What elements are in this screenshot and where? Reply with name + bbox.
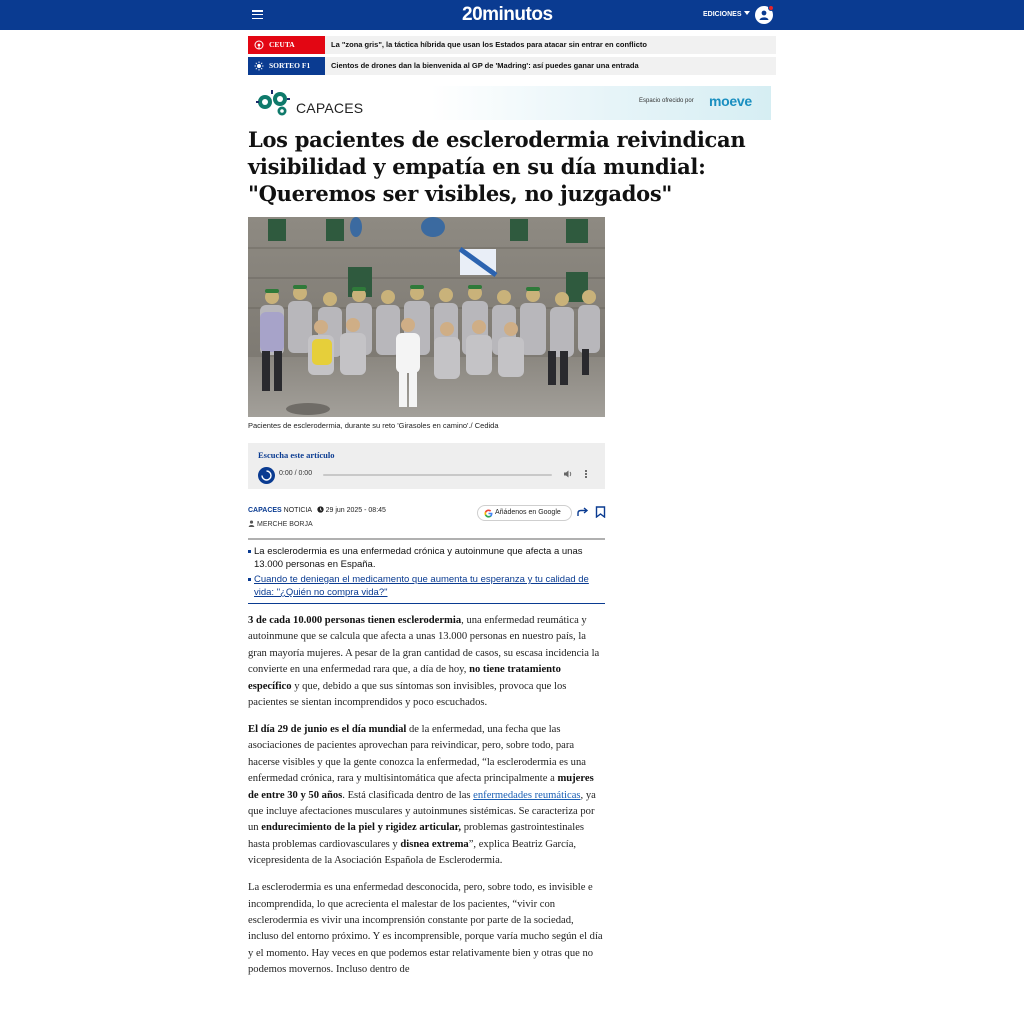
loading-icon [258, 467, 275, 484]
body-text: . Está clasificada dentro de las [342, 789, 474, 801]
add-google-label: Añádenos en Google [495, 509, 561, 516]
partner-logo[interactable]: moeve [709, 93, 752, 109]
rheumatic-diseases-link[interactable]: enfermedades reumáticas [473, 789, 581, 801]
photo-caption: Pacientes de esclerodermia, durante su reto 'Girasoles en camino'./ Cedida [248, 421, 499, 430]
body-text: de la enfermedad, una fecha que las asociaciones de pacientes aprovechan para reivindicar, pero, sobre todo, para hacerse visibles y que la gente conozca la enfermedad, “la esclerodermia es una enfermedad crónica, rara y multisintomática que afecta principalmente a [248, 723, 586, 785]
audio-time: 0:00 / 0:00 [279, 470, 313, 477]
breaking-tag [248, 57, 325, 75]
breaking-tag-label: CEUTA [269, 40, 295, 49]
group-photo-illustration [248, 217, 605, 417]
article-summary [248, 538, 605, 604]
top-header [0, 0, 1024, 30]
bookmark-icon[interactable] [595, 506, 606, 518]
body-text: ”, explica Beatriz García, vicepresidenta de la Asociación Española de Esclerodermia. [248, 838, 577, 867]
sponsor-banner[interactable] [248, 86, 771, 120]
body-bold: El día 29 de junio es el día mundial [248, 723, 407, 735]
capaces-logo: CAPACES [296, 100, 364, 116]
notification-dot [768, 5, 774, 11]
body-paragraph: La esclerodermia es una enfermedad desconocida, pero, sobre todo, es invisible e incomprendida, lo que acrecienta el malestar de los pacientes, “vivir con esclerodermia es vivir una incomprensión constante por parte de la sociedad, incluso del entorno próximo. Y es incomprensible, porque varía mucho según el día y el momento. Hay veces en que podemos estar relativamente bien y otras que no podemos movernos. Incluso dentro de [248, 882, 603, 976]
body-paragraph [248, 722, 605, 870]
breaking-tag [248, 36, 325, 54]
add-google-button[interactable] [477, 505, 572, 521]
publish-date: 29 jun 2025 - 08:45 [325, 507, 386, 514]
body-bold: 3 de cada 10.000 personas tienen esclerodermia [248, 615, 462, 626]
author-icon [248, 520, 255, 527]
body-text: problemas gastrointestinales hasta problemas cardiovasculares y [248, 822, 585, 850]
audio-label: Escucha este artículo [258, 450, 335, 460]
article-body [248, 613, 605, 989]
podcast-icon [254, 40, 264, 50]
capaces-gears-icon [256, 90, 292, 116]
summary-related-link[interactable]: Cuando te deniegan el medicamento que aumenta tu esperanza y tu calidad de vida: "¿Quién no compra vida?" [248, 573, 605, 599]
audio-player [248, 443, 605, 489]
share-icon[interactable] [577, 507, 589, 517]
article-photo[interactable] [248, 217, 605, 417]
breaking-text[interactable]: Cientos de drones dan la bienvenida al GP de 'Madring': así puedes ganar una entrada [331, 61, 639, 70]
body-bold: no tiene tratamiento específico [248, 664, 561, 692]
ediciones-dropdown[interactable] [703, 11, 750, 18]
offered-by-label: Espacio ofrecido por [639, 98, 694, 104]
body-bold: disnea extrema [400, 838, 469, 850]
user-account-button[interactable] [755, 6, 773, 24]
breaking-news-bar[interactable] [248, 36, 776, 54]
site-logo[interactable]: 20minutos [462, 4, 553, 25]
author-name[interactable]: MERCHE BORJA [257, 521, 313, 528]
clock-icon [317, 506, 324, 513]
volume-icon[interactable] [563, 469, 573, 479]
section-link[interactable]: CAPACES [248, 507, 282, 514]
article-type: NOTICIA [283, 507, 312, 514]
body-text: , una enfermedad reumática y autoinmune que se calcula que afecta a unas 13.000 personas en nuestro país, la gran mayoría mujeres. A pesar de la gran cantidad de casos, su escasa incidencia la convierte en una enfermedad rara que, a día de hoy, [248, 615, 600, 676]
menu-icon[interactable] [252, 10, 263, 19]
body-paragraph [248, 613, 605, 711]
article-meta [248, 506, 386, 514]
article-headline: Los pacientes de esclerodermia reivindican visibilidad y empatía en su día mundial: "Queremos ser visibles, no juzgados" [248, 127, 746, 206]
chevron-down-icon [744, 11, 750, 15]
summary-item: La esclerodermia es una enfermedad crónica y autoinmune que afecta a unas 13.000 personas en España. [248, 545, 605, 571]
body-bold: mujeres de entre 30 y 50 años [248, 773, 594, 801]
more-options-icon[interactable] [584, 469, 588, 479]
google-icon [484, 509, 493, 518]
user-icon [758, 9, 770, 21]
audio-progress-track[interactable] [323, 474, 552, 476]
breaking-text[interactable]: La "zona gris", la táctica híbrida que usan los Estados para atacar sin entrar en conflicto [331, 40, 647, 49]
play-button[interactable] [258, 467, 275, 484]
breaking-tag-label: SORTEO F1 [269, 61, 311, 70]
sun-icon [254, 61, 264, 71]
body-text: , ya que incluye afectaciones musculares y autoinmunes sistémicas. Se caracteriza por un [248, 789, 596, 834]
body-text: y que, debido a que sus síntomas son invisibles, provoca que los pacientes se sientan incomprendidos y poco escuchados. [248, 680, 567, 709]
body-bold: endurecimiento de la piel y rigidez articular, [261, 822, 462, 834]
author-line [248, 520, 313, 528]
ediciones-label: EDICIONES [703, 11, 742, 18]
breaking-news-bar[interactable] [248, 57, 776, 75]
